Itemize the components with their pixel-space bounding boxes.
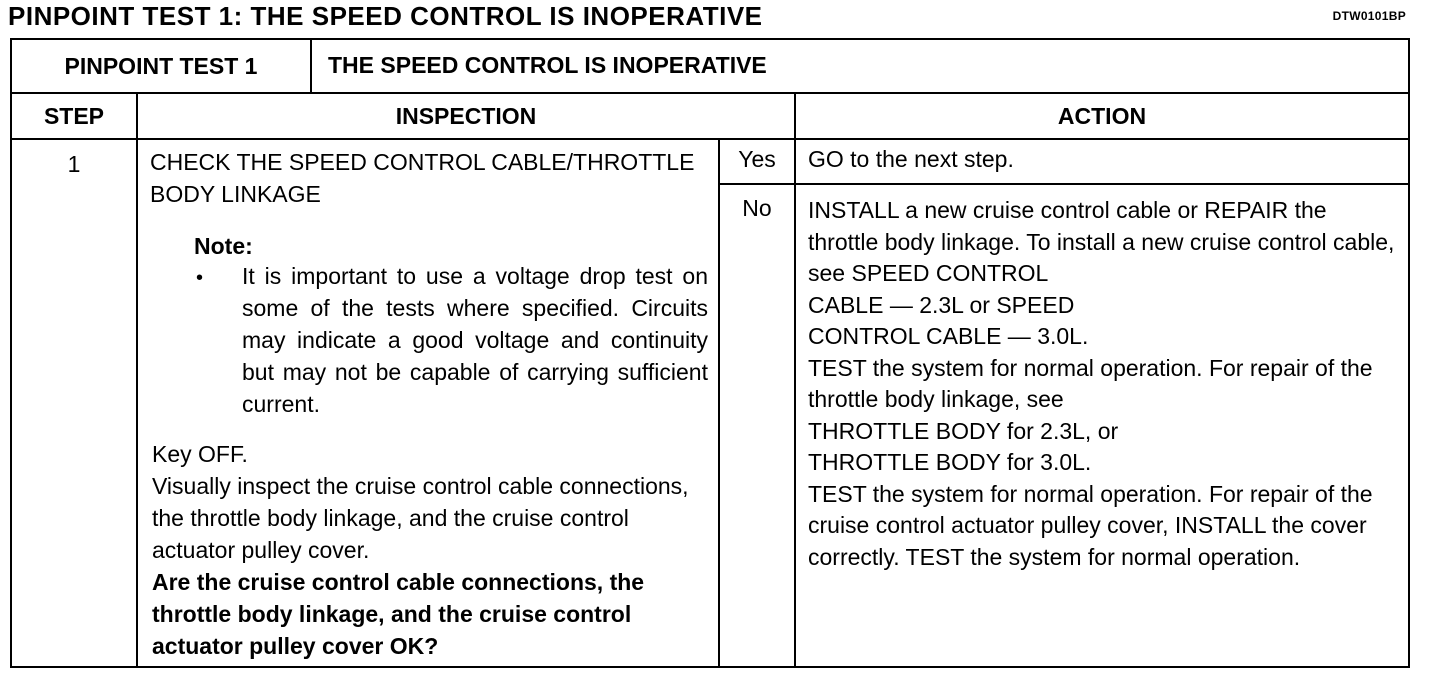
yes-no-column [720,140,796,666]
pinpoint-test-table [10,38,1410,668]
procedure-text [152,438,712,566]
no-label: No [742,195,772,221]
document-code: DTW0101BP [1332,9,1406,23]
note-label: Note: [194,233,253,259]
no-action-line: CONTROL CABLE — 3.0L. [808,323,1089,349]
yes-label: Yes [720,140,794,185]
note-bullet: • [196,267,204,289]
action-column [796,140,1408,666]
note-text: It is important to use a voltage drop test on some of the tests where specified. Circuits may indicate a good voltage and continuity but may not be capable of carrying sufficient current. [242,263,708,417]
no-action-line: THROTTLE BODY for 3.0L. [808,449,1092,475]
inspection-question: Are the cruise control cable connections, the throttle body linkage, and the cruise control actuator pulley cover OK? [152,569,645,659]
test-id-cell: PINPOINT TEST 1 [12,40,312,92]
procedure-line: Visually inspect the cruise control cable connections, the throttle body linkage, and the cruise control actuator pulley cover. [152,473,689,563]
inspection-column-header: INSPECTION [138,94,796,140]
no-action-line: INSTALL a new cruise control cable or REPAIR the throttle body linkage. To install a new cruise control cable, see SPEED CONTROL [808,197,1395,286]
yes-action: GO to the next step. [796,140,1408,185]
check-title: CHECK THE SPEED CONTROL CABLE/THROTTLE BODY LINKAGE [150,149,695,207]
test-title-row [12,40,1408,94]
procedure-line: Key OFF. [152,441,248,467]
no-action-line: CABLE — 2.3L or SPEED [808,291,1075,318]
no-action [796,185,1408,573]
test-name-cell: THE SPEED CONTROL IS INOPERATIVE [328,52,767,78]
step-number: 1 [12,140,138,666]
step-column-header: STEP [12,94,138,140]
action-column-header: ACTION [796,94,1408,140]
inspection-cell [138,140,720,666]
page-title: PINPOINT TEST 1: THE SPEED CONTROL IS INOPERATIVE [8,1,763,31]
no-action-line: THROTTLE BODY for 2.3L, or [808,417,1119,444]
no-action-line: TEST the system for normal operation. For repair of the cruise control actuator pulley cover, INSTALL the cover correctly. TEST the system for normal operation. [808,480,1373,570]
no-action-line: TEST the system for normal operation. For repair of the throttle body linkage, see [808,354,1373,412]
